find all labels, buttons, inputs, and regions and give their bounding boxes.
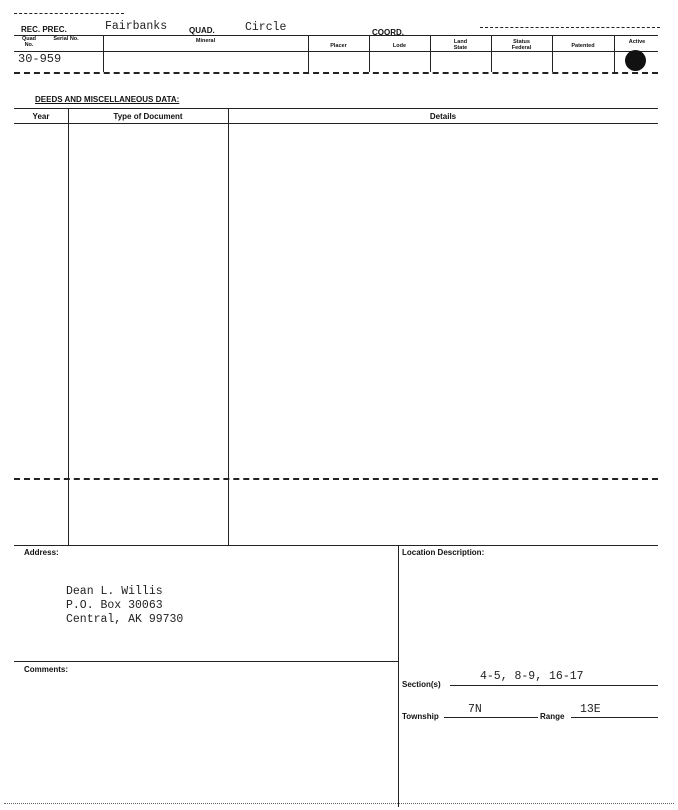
rec-prec-label: REC. PREC. [21, 25, 67, 34]
township-label: Township [402, 712, 439, 721]
serial-no-header: Serial No. [53, 36, 79, 42]
record-number: 30-959 [18, 52, 62, 66]
top-right-dash-line [480, 27, 660, 28]
quad-label: QUAD. [189, 26, 215, 35]
lode-header: Lode [392, 43, 407, 49]
sections-label: Section(s) [402, 680, 441, 689]
sections-underline [450, 685, 658, 686]
details-header: Details [429, 112, 457, 121]
patented-header: Patented [571, 43, 595, 49]
col-sep-mineral [103, 35, 104, 72]
deeds-top-rule [14, 108, 658, 109]
rec-prec-value: Fairbanks [105, 20, 168, 33]
range-underline [571, 717, 658, 718]
bottom-scan-edge [4, 803, 674, 804]
address-line-1: Dean L. Willis [66, 585, 163, 598]
coord-label: COORD. [372, 28, 404, 37]
header-bottom-dash-rule [14, 72, 658, 74]
year-header: Year [32, 112, 50, 121]
col-sep-placer [308, 35, 309, 72]
placer-header: Placer [330, 43, 347, 49]
active-header: Active [628, 39, 646, 45]
deeds-dash-rule [14, 478, 658, 480]
township-value: 7N [468, 703, 482, 716]
status-federal-header: Status Federal [511, 39, 532, 51]
mineral-header: Mineral [195, 38, 216, 44]
quad-no-header: Quad No. [21, 36, 37, 48]
header-mid-rule [14, 51, 658, 52]
type-of-document-header: Type of Document [113, 112, 183, 121]
quad-value: Circle [245, 21, 287, 34]
deeds-header-rule [14, 123, 658, 124]
deeds-bottom-rule [14, 545, 658, 546]
location-description-label: Location Description: [402, 548, 485, 557]
range-label: Range [540, 712, 565, 721]
address-block [66, 585, 183, 627]
address-line-2: P.O. Box 30063 [66, 599, 163, 612]
address-label: Address: [24, 548, 59, 557]
header-top-rule [14, 35, 658, 36]
location-col-sep [398, 545, 399, 807]
township-underline [444, 717, 538, 718]
col-sep-land [430, 35, 431, 72]
deeds-section-title: DEEDS AND MISCELLANEOUS DATA: [35, 95, 180, 104]
comments-top-rule [14, 661, 398, 662]
col-sep-lode [369, 35, 370, 72]
col-sep-patented [552, 35, 553, 72]
sections-value: 4-5, 8-9, 16-17 [480, 670, 584, 683]
active-filled-circle [625, 50, 646, 71]
range-value: 13E [580, 703, 601, 716]
land-state-header: Land State [453, 39, 468, 51]
top-dash-line [14, 13, 124, 14]
col-sep-status [491, 35, 492, 72]
col-sep-active [614, 35, 615, 72]
address-line-3: Central, AK 99730 [66, 613, 184, 626]
comments-label: Comments: [24, 665, 69, 674]
